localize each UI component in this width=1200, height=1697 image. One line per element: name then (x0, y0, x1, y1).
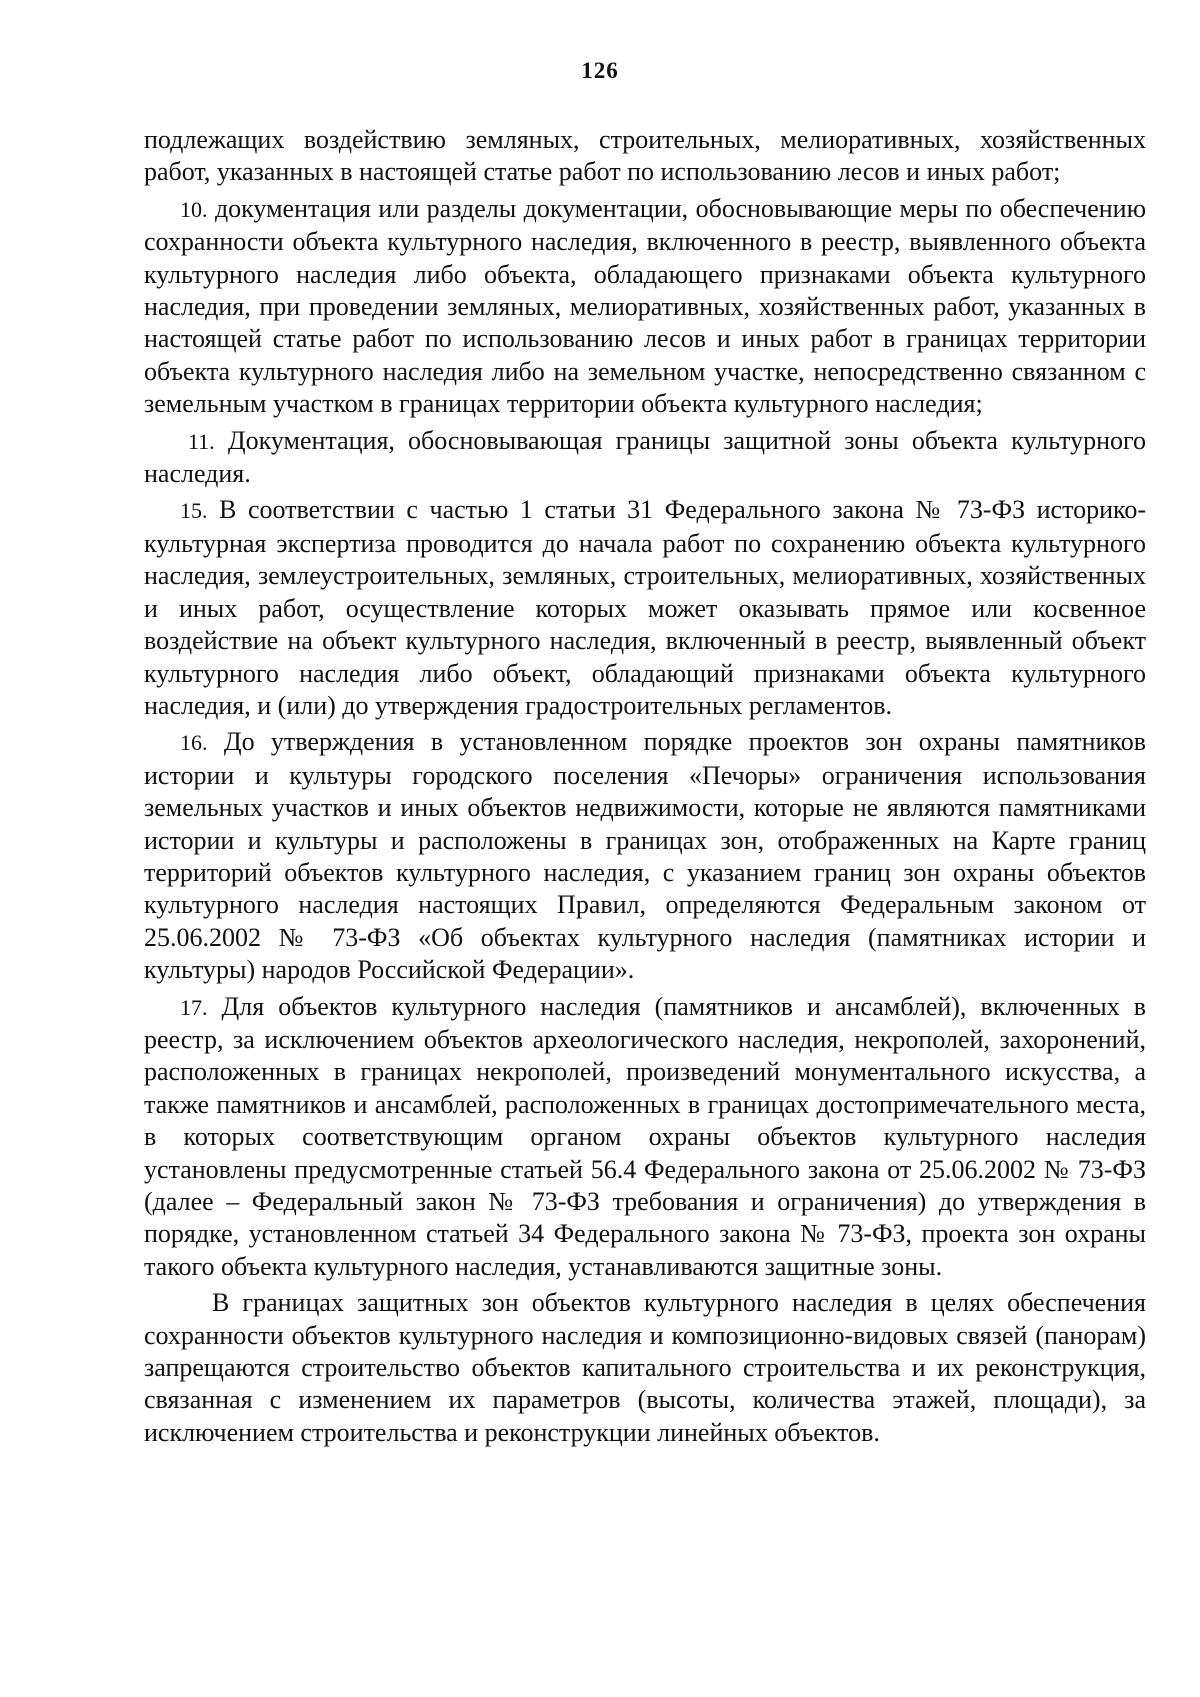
paragraph-continuation (144, 124, 1146, 189)
paragraph-text: Для объектов культурного наследия (памятников и ансамблей), включенных в реестр, за исключением объектов археологического наследия, некрополей, захоронений, расположенных в границах некрополей, произведений монументального искусства, а также памятников и ансамблей, расположенных в границах достопримечательного места, в которых соответствующим органом охраны объектов культурного наследия установлены предусмотренные статьей 56.4 Федерального закона от 25.06.2002 № 73-ФЗ (далее – Федеральный закон № 73-ФЗ требования и ограничения) до утверждения в порядке, установленном статьей 34 Федерального закона № 73-ФЗ, проекта зон охраны такого объекта культурного наследия, устанавливаются защитные зоны. (144, 991, 1147, 1281)
item-number: 11. (188, 428, 215, 454)
paragraph-text: документация или разделы документации, обосновывающие меры по обеспечению сохранности объекта культурного наследия, включенного в реестр, выявленного объекта культурного наследия либо объекта, обладающего признаками объекта культурного наследия, при проведении земляных, мелиоративных, хозяйственных работ, указанных в настоящей статье работ по использованию лесов и иных работ в границах территории объекта культурного наследия либо на земельном участке, непосредственно связанном с земельным участком в границах территории объекта культурного наследия; (144, 193, 1146, 419)
item-number: 16. (180, 730, 208, 756)
paragraph-text: В соответствии с частью 1 статьи 31 Федерального закона № 73-ФЗ историко-культурная экспертиза проводится до начала работ по сохранению объекта культурного наследия, землеустроительных, земляных, строительных, мелиоративных, хозяйственных и иных работ, осуществление которых может оказывать прямое или косвенное воздействие на объект культурного наследия, включенный в реестр, выявленный объект культурного наследия либо объект, обладающий признаками объекта культурного наследия, и (или) до утверждения градостроительных регламентов. (144, 495, 1146, 720)
item-number: 15. (180, 498, 208, 524)
item-number: 17. (180, 994, 208, 1020)
section-17 (144, 991, 1146, 1284)
section-16 (144, 726, 1146, 986)
paragraph-text: До утверждения в установленном порядке проектов зон охраны памятников истории и культуры городского поселения «Печоры» ограничения использования земельных участков и иных объектов недвижимости, которые не являются памятниками истории и культуры и расположены в границах зон, отображенных на Карте границ территорий объектов культурного наследия, с указанием границ зон охраны объектов культурного наследия настоящих Правил, определяются Федеральным законом от 25.06.2002 № 73-ФЗ «Об объектах культурного наследия (памятниках истории и культуры) народов Российской Федерации». (144, 727, 1146, 985)
list-item-10 (144, 193, 1146, 421)
paragraph-protective-zones (144, 1287, 1146, 1449)
section-15 (144, 494, 1146, 722)
item-number: 10. (180, 196, 208, 222)
paragraph-text: Документация, обосновывающая границы защитной зоны объекта культурного наследия. (144, 425, 1147, 489)
list-item-11 (144, 425, 1146, 491)
paragraph-text: В границах защитных зон объектов культурного наследия в целях обеспечения сохранности объектов культурного наследия и композиционно-видовых связей (панорам) запрещаются строительство объектов капитального строительства и их реконструкция, связанная с изменением их параметров (высоты, количества этажей, площади), за исключением строительства и реконструкции линейных объектов. (144, 1288, 1146, 1447)
paragraph-text: подлежащих воздействию земляных, строительных, мелиоративных, хозяйственных работ, указанных в настоящей статье работ по использованию лесов и иных работ; (144, 125, 1146, 187)
page-number: 126 (581, 58, 619, 83)
body-text (144, 124, 1146, 1449)
